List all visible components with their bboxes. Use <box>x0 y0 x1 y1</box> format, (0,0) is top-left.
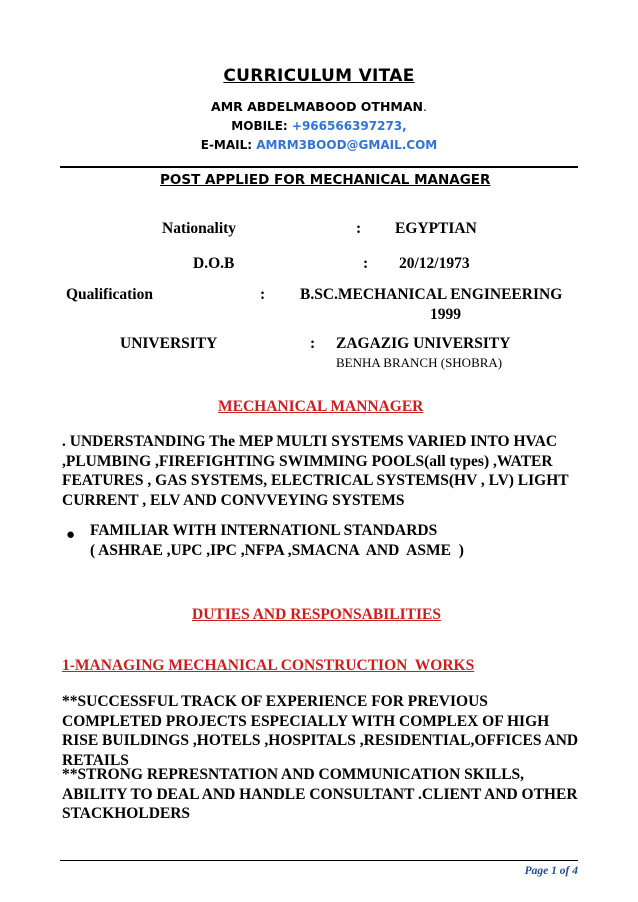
mobile-value: +966566397273, <box>291 119 407 133</box>
qualification-colon: : <box>260 286 266 303</box>
experience-paragraph: **SUCCESSFUL TRACK OF EXPERIENCE FOR PREVIOUS COMPLETED PROJECTS ESPECIALLY WITH COMPLEX OF HIGH RISE BUILDINGS ,HOTELS ,HOSPITALS ,RESIDENTIAL,OFFICES AND RETAILS <box>62 693 579 769</box>
candidate-name <box>0 99 638 114</box>
nationality-label: Nationality <box>162 220 237 237</box>
qualification-year: 1999 <box>430 306 461 323</box>
name-suffix: . <box>423 99 427 114</box>
mobile-label: MOBILE: <box>231 119 288 133</box>
dob-value: 20/12/1973 <box>399 255 470 272</box>
email-label: E-MAIL: <box>200 138 253 152</box>
university-branch: BENHA BRANCH (SHOBRA) <box>336 355 503 370</box>
footer-divider <box>60 860 578 861</box>
university-value: ZAGAZIG UNIVERSITY <box>336 335 511 352</box>
name-text: AMR ABDELMABOOD OTHMAN <box>211 99 423 114</box>
qualification-value: B.SC.MECHANICAL ENGINEERING <box>300 286 563 303</box>
duties-heading: DUTIES AND RESPONSABILITIES <box>192 606 441 623</box>
mobile-line <box>0 119 638 133</box>
dob-colon: : <box>363 255 369 272</box>
nationality-value: EGYPTIAN <box>395 220 477 237</box>
summary-paragraph: . UNDERSTANDING The MEP MULTI SYSTEMS VARIED INTO HVAC ,PLUMBING ,FIREFIGHTING SWIMMING POOLS(all types) ,WATER FEATURES , GAS SYSTEMS, ELECTRICAL SYSTEMS(HV , LV) LIGHT CURRENT , ELV AND CONVVEYING SYSTEMS <box>62 433 569 509</box>
standards-line-1: FAMILIAR WITH INTERNATIONL STANDARDS <box>90 522 438 539</box>
email-line <box>0 138 638 152</box>
document-title: CURRICULUM VITAE <box>223 66 415 86</box>
mechanical-manager-heading: MECHANICAL MANNAGER <box>218 398 424 415</box>
managing-heading: 1-MANAGING MECHANICAL CONSTRUCTION WORKS <box>62 657 475 674</box>
university-label: UNIVERSITY <box>120 335 218 352</box>
page-number: Page 1 of 4 <box>524 865 578 877</box>
dob-label: D.O.B <box>193 255 235 272</box>
standards-line-2: ( ASHRAE ,UPC ,IPC ,NFPA ,SMACNA AND ASME ) <box>90 542 464 559</box>
standards-bullet <box>90 521 570 561</box>
skills-paragraph: **STRONG REPRESNTATION AND COMMUNICATION SKILLS, ABILITY TO DEAL AND HANDLE CONSULTANT .CLIENT AND OTHER STACKHOLDERS <box>62 766 578 822</box>
university-colon: : <box>310 335 316 352</box>
qualification-label: Qualification <box>66 286 153 303</box>
nationality-colon: : <box>356 220 362 237</box>
bullet-icon: ● <box>66 527 76 543</box>
header-divider <box>60 166 578 168</box>
post-applied: POST APPLIED FOR MECHANICAL MANAGER <box>160 172 491 188</box>
email-value: AMRM3BOOD@GMAIL.COM <box>256 138 438 152</box>
